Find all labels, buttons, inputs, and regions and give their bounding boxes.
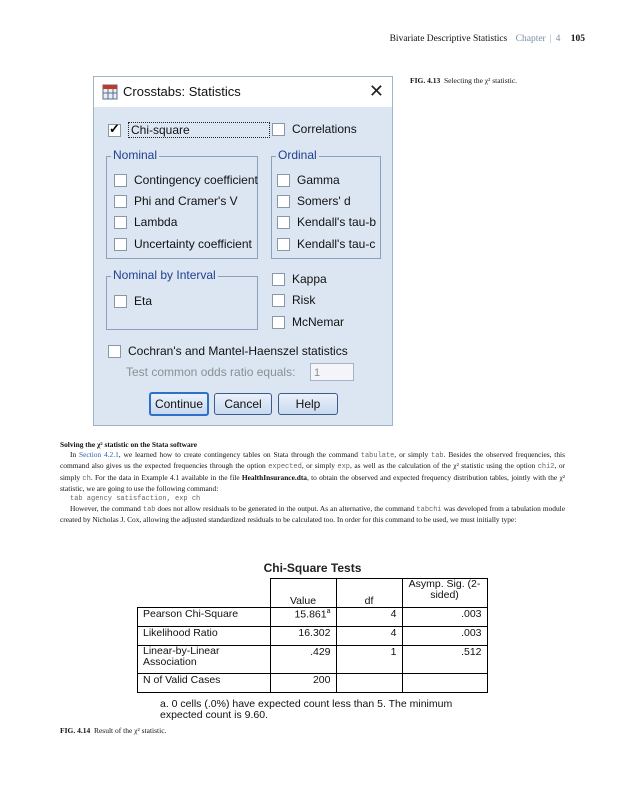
- table-header-row: [138, 579, 488, 608]
- checkbox-box[interactable]: [114, 174, 127, 187]
- checkbox-box[interactable]: [277, 238, 290, 251]
- header-df: df: [336, 579, 402, 608]
- figure-label: FIG. 4.13: [410, 76, 441, 85]
- contingency-coefficient-label: Contingency coefficient: [134, 173, 258, 187]
- body-text: [60, 440, 565, 526]
- table-row: [138, 608, 488, 627]
- cell-df: 1: [336, 646, 402, 674]
- checkbox-box[interactable]: [272, 294, 285, 307]
- risk-label: Risk: [292, 293, 316, 307]
- table-row: [138, 674, 488, 693]
- mcnemar-label: McNemar: [292, 315, 345, 329]
- chi-square-label: Chi-square: [128, 122, 270, 138]
- checkbox-box[interactable]: [272, 123, 285, 136]
- ordinal-group-title: Ordinal: [278, 148, 317, 162]
- kendalls-tau-b-checkbox[interactable]: [277, 215, 376, 229]
- help-button[interactable]: Help: [278, 393, 338, 415]
- checkbox-box[interactable]: [108, 124, 121, 137]
- paragraph-2: However, the command tab does not allow residuals to be generated in the output. As an alternative, the command tabchi was developed from a tabulation module created by Nicholas J. Cox, allowing the adjusted standardized residuals to be calculated too. In order for this command to be used, we must initially type:: [60, 504, 565, 525]
- header-sig: Asymp. Sig. (2-sided): [402, 579, 487, 608]
- checkbox-box[interactable]: [114, 295, 127, 308]
- kendalls-tau-c-label: Kendall's tau-c: [297, 237, 376, 251]
- chi-square-table: [137, 578, 488, 693]
- kappa-label: Kappa: [292, 272, 327, 286]
- section-heading: Solving the χ² statistic on the Stata software: [60, 440, 198, 449]
- code-line: tab agency satisfaction, exp ch: [70, 495, 201, 504]
- figure-caption-text: Result of the χ² statistic.: [93, 726, 167, 735]
- cell-value: 15.861$^a$: [270, 608, 336, 627]
- paragraph-1: In Section 4.2.1, we learned how to create contingency tables on Stata through the command tabulate, or simply tab. Besides the observed frequencies, this command also gives us the expected frequencies through the option expected, or simply exp, as well as the calculation of the χ² statistic using the option chi2, or simply ch. For the data in Example 4.1 available in the file HealthInsurance.dta, to obtain the observed and expected frequency distribution tables, jointly with the χ² statistic, we are going to use the following command:: [60, 450, 565, 493]
- table-footnote: a. 0 cells (.0%) have expected count less than 5. The minimum expected count is 9.60.: [160, 698, 453, 721]
- cell-value: 200: [270, 674, 336, 693]
- cell-df: 4: [336, 627, 402, 646]
- contingency-coefficient-checkbox[interactable]: [114, 173, 258, 187]
- lambda-checkbox[interactable]: [114, 215, 177, 229]
- continue-button[interactable]: Continue: [149, 392, 209, 416]
- figure-caption-4-14: [60, 726, 166, 735]
- somers-d-label: Somers' d: [297, 194, 351, 208]
- running-header: Bivariate Descriptive Statistics Chapter | 4 105: [389, 34, 585, 44]
- uncertainty-coefficient-checkbox[interactable]: [114, 237, 252, 251]
- cell-sig: .003: [402, 608, 487, 627]
- chapter-label: Chapter: [515, 34, 546, 44]
- checkbox-box[interactable]: [114, 216, 127, 229]
- cochran-label: Cochran's and Mantel-Haenszel statistics: [128, 344, 348, 358]
- checkbox-box[interactable]: [272, 316, 285, 329]
- close-icon[interactable]: ✕: [368, 81, 384, 101]
- correlations-checkbox[interactable]: [272, 122, 357, 136]
- cell-df: [336, 674, 402, 693]
- gamma-checkbox[interactable]: [277, 173, 340, 187]
- checkbox-box[interactable]: [277, 195, 290, 208]
- chapter-number: 4: [555, 34, 561, 44]
- checkbox-box[interactable]: [108, 345, 121, 358]
- dialog-titlebar: [94, 77, 392, 107]
- mcnemar-checkbox[interactable]: [272, 315, 344, 329]
- nominal-by-interval-title: Nominal by Interval: [113, 268, 216, 282]
- eta-label: Eta: [134, 294, 153, 308]
- lambda-label: Lambda: [134, 215, 178, 229]
- odds-ratio-input[interactable]: 1: [310, 363, 354, 381]
- phi-cramers-v-checkbox[interactable]: [114, 194, 238, 208]
- file-name: HealthInsurance.dta: [241, 472, 307, 482]
- figure-caption-4-13: [410, 76, 517, 85]
- cell-sig: .512: [402, 646, 487, 674]
- row-label: Pearson Chi-Square: [138, 608, 271, 627]
- kappa-checkbox[interactable]: [272, 272, 327, 286]
- checkbox-box[interactable]: [114, 238, 127, 251]
- crosstabs-app-icon: [102, 84, 118, 100]
- gamma-label: Gamma: [297, 173, 340, 187]
- page-number: 105: [570, 34, 585, 44]
- eta-checkbox[interactable]: [114, 294, 152, 308]
- cell-sig: .003: [402, 627, 487, 646]
- figure-label: FIG. 4.14: [60, 726, 91, 735]
- table-row: [138, 627, 488, 646]
- running-title: Bivariate Descriptive Statistics: [389, 34, 508, 44]
- row-label: N of Valid Cases: [138, 674, 271, 693]
- checkbox-box[interactable]: [272, 273, 285, 286]
- cell-sig: [402, 674, 487, 693]
- cell-df: 4: [336, 608, 402, 627]
- uncertainty-coefficient-label: Uncertainty coefficient: [134, 237, 252, 251]
- checkbox-box[interactable]: [114, 195, 127, 208]
- section-link[interactable]: Section 4.2.1: [79, 450, 119, 460]
- cancel-button[interactable]: Cancel: [214, 393, 272, 415]
- correlations-label: Correlations: [292, 122, 357, 136]
- kendalls-tau-b-label: Kendall's tau-b: [297, 215, 377, 229]
- checkbox-box[interactable]: [277, 216, 290, 229]
- phi-cramers-v-label: Phi and Cramer's V: [134, 194, 238, 208]
- cell-value: .429: [270, 646, 336, 674]
- table-row: [138, 646, 488, 674]
- row-label: Likelihood Ratio: [138, 627, 271, 646]
- row-label: Linear-by-Linear Association: [138, 646, 271, 674]
- cell-value: 16.302: [270, 627, 336, 646]
- somers-d-checkbox[interactable]: [277, 194, 351, 208]
- crosstabs-statistics-dialog: [93, 76, 393, 426]
- table-title: Chi-Square Tests: [263, 561, 362, 575]
- header-value: Value: [270, 579, 336, 608]
- chi-square-checkbox[interactable]: [108, 122, 270, 138]
- dialog-title: Crosstabs: Statistics: [123, 84, 241, 99]
- risk-checkbox[interactable]: [272, 293, 315, 307]
- odds-ratio-label: Test common odds ratio equals:: [126, 365, 296, 379]
- checkbox-box[interactable]: [277, 174, 290, 187]
- nominal-group-title: Nominal: [113, 148, 158, 162]
- kendalls-tau-c-checkbox[interactable]: [277, 237, 375, 251]
- figure-caption-text: Selecting the χ² statistic.: [443, 76, 518, 85]
- cochran-mantel-haenszel-checkbox[interactable]: [108, 344, 348, 358]
